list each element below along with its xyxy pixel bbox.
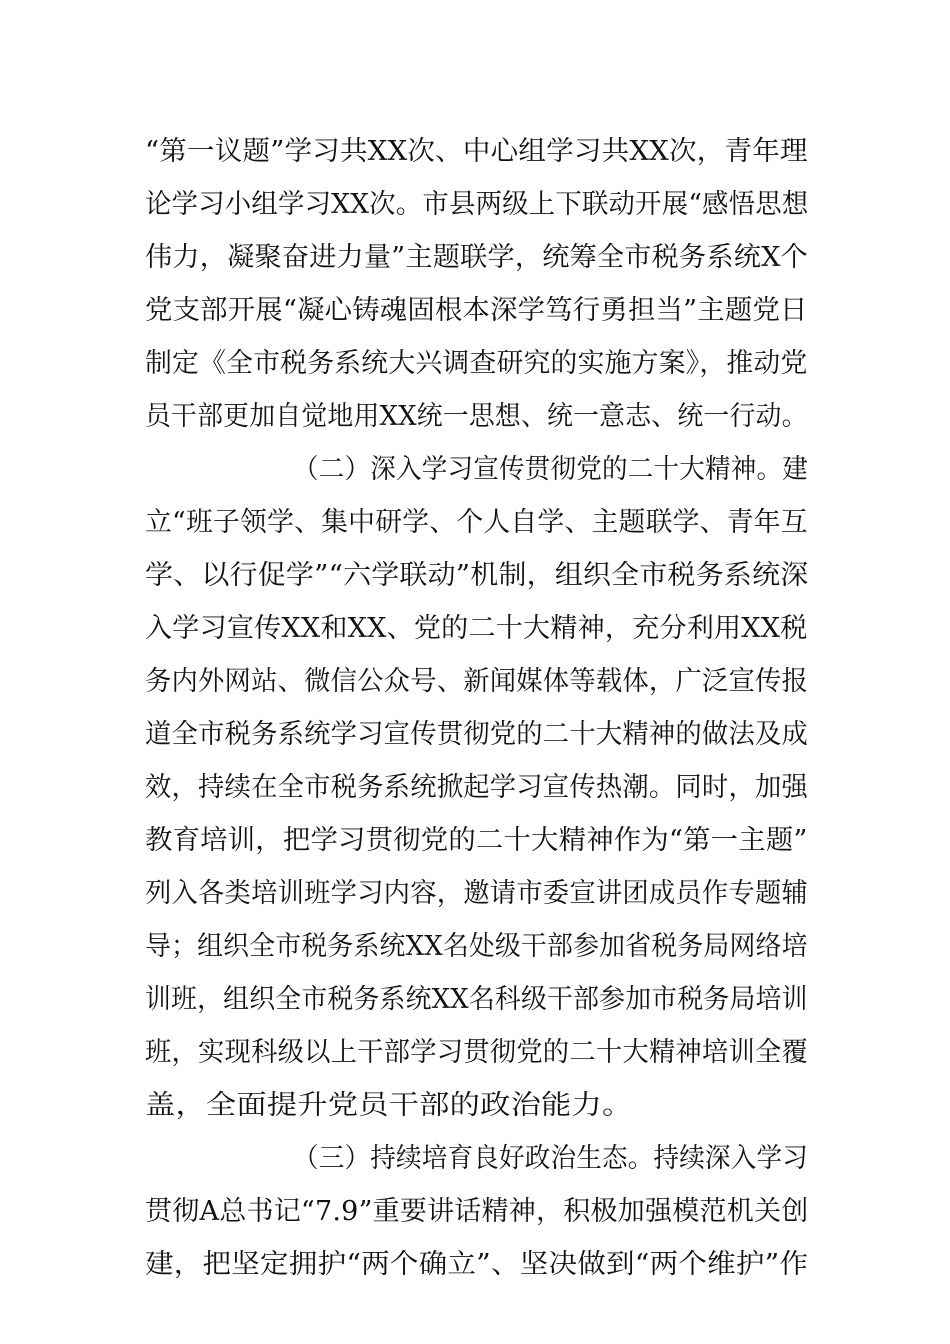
text-line: “第一议题”学习共XX次、中心组学习共XX次，青年理 (145, 136, 808, 167)
text-line: 导；组织全市税务系统XX名处级干部参加省税务局网络培 (145, 931, 808, 962)
section-heading-line: （二）深入学习宣传贯彻党的二十大精神。建 (293, 454, 808, 485)
text-line: 贯彻A总书记“7.9”重要讲话精神，积极加强模范机关创 (145, 1196, 809, 1227)
text-line: 效，持续在全市税务系统掀起学习宣传热潮。同时，加强 (145, 772, 808, 803)
text-line: 立“班子领学、集中研学、个人自学、主题联学、青年互 (145, 507, 808, 538)
text-line: 伟力，凝聚奋进力量”主题联学，统筹全市税务系统X个 (145, 242, 809, 273)
text-line: 党支部开展“凝心铸魂固根本深学笃行勇担当”主题党日 (145, 295, 808, 326)
text-line: 员干部更加自觉地用XX统一思想、统一意志、统一行动。 (145, 401, 808, 432)
text-line: 入学习宣传XX和XX、党的二十大精神，充分利用XX税 (145, 613, 808, 644)
text-line: 训班，组织全市税务系统XX名科级干部参加市税务局培训 (145, 984, 808, 1015)
text-line: 盖，全面提升党员干部的政治能力。 (145, 1090, 633, 1121)
text-line: 论学习小组学习XX次。市县两级上下联动开展“感悟思想 (145, 189, 809, 220)
text-line: 道全市税务系统学习宣传贯彻党的二十大精神的做法及成 (145, 719, 808, 750)
text-line: 务内外网站、微信公众号、新闻媒体等载体，广泛宣传报 (145, 666, 808, 697)
text-line: 列入各类培训班学习内容，邀请市委宣讲团成员作专题辅 (145, 878, 808, 909)
text-line: 学、以行促学”“六学联动”机制，组织全市税务系统深 (145, 560, 809, 591)
section-heading-line: （三）持续培育良好政治生态。持续深入学习 (293, 1143, 808, 1174)
text-line: 教育培训，把学习贯彻党的二十大精神作为“第一主题” (145, 825, 808, 856)
text-line: 班，实现科级以上干部学习贯彻党的二十大精神培训全覆 (145, 1037, 808, 1068)
text-line: 制定《全市税务系统大兴调查研究的实施方案》，推动党 (145, 348, 808, 379)
text-line: 建，把坚定拥护“两个确立”、坚决做到“两个维护”作 (145, 1249, 809, 1280)
